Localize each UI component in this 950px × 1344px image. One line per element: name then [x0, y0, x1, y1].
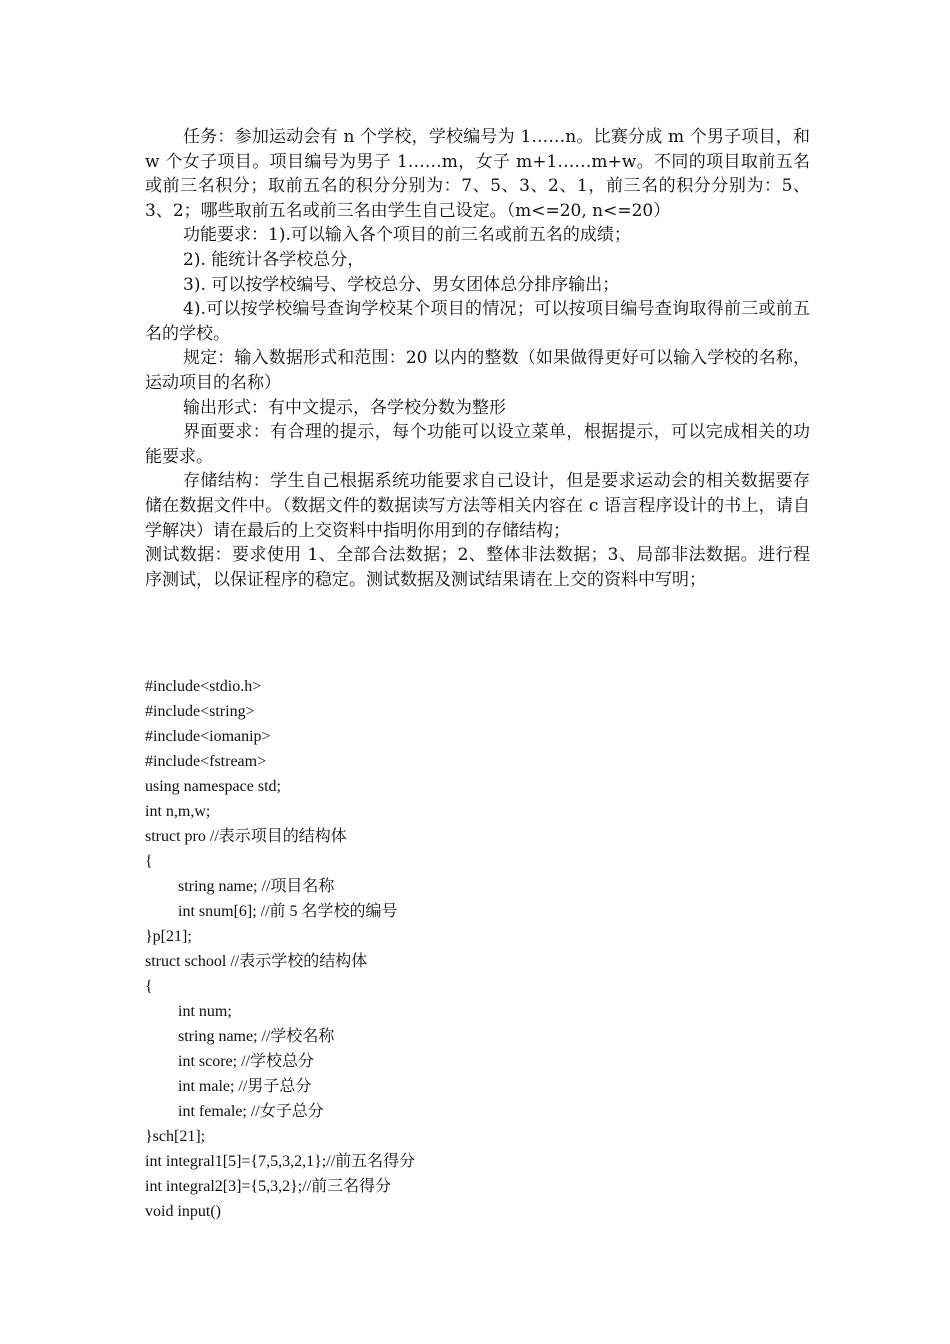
code-line: int female; //女子总分 [178, 1103, 324, 1120]
code-line: int snum[6]; //前 5 名学校的编号 [178, 903, 398, 920]
code-line: #include<stdio.h> [145, 678, 262, 695]
code-line: }sch[21]; [145, 1128, 206, 1145]
paragraph: 功能要求：1).可以输入各个项目的前三名或前五名的成绩； [183, 225, 631, 246]
code-line: int score; //学校总分 [178, 1053, 314, 1070]
paragraph: 3). 可以按学校编号、学校总分、男女团体总分排序输出； [183, 274, 620, 295]
paragraph: 测试数据：要求使用 1、全部合法数据；2、整体非法数据；3、局部非法数据。进行程序测试，以保证程序的稳定。测试数据及测试结果请在上交的资料中写明； [145, 545, 810, 590]
code-line: int n,m,w; [145, 803, 211, 820]
code-line: int integral1[5]={7,5,3,2,1};//前五名得分 [145, 1153, 416, 1170]
code-line: struct school //表示学校的结构体 [145, 953, 368, 970]
code-line: string name; //学校名称 [178, 1028, 335, 1045]
code-line: int male; //男子总分 [178, 1078, 312, 1095]
paragraph: 2). 能统计各学校总分， [183, 249, 365, 270]
paragraph: 规定：输入数据形式和范围：20 以内的整数（如果做得更好可以输入学校的名称，运动项目的名称） [145, 348, 810, 393]
code-line: using namespace std; [145, 778, 281, 795]
code-line: int num; [178, 1003, 232, 1020]
paragraph: 存储结构：学生自己根据系统功能要求自己设计，但是要求运动会的相关数据要存储在数据文件中。（数据文件的数据读写方法等相关内容在 c 语言程序设计的书上，请自学解决）请在最后的上交资料中指明你用到的存储结构； [145, 471, 810, 541]
code-listing [145, 674, 810, 1224]
code-line: #include<iomanip> [145, 728, 271, 745]
paragraph: 4).可以按学校编号查询学校某个项目的情况；可以按项目编号查询取得前三或前五名的学校。 [145, 299, 810, 344]
paragraph: 任务：参加运动会有 n 个学校，学校编号为 1……n。比赛分成 m 个男子项目，和 w 个女子项目。项目编号为男子 1……m，女子 m+1……m+w。不同的项目取前五名或前三名积分；取前五名的积分分别为：7、5、3、2、1，前三名的积分分别为：5、3、2；哪些取前五名或前三名由学生自己设定。（m<=20, n<=20） [145, 127, 810, 221]
task-description [145, 125, 810, 592]
code-line: void input() [145, 1203, 221, 1220]
paragraph: 界面要求：有合理的提示，每个功能可以设立菜单，根据提示，可以完成相关的功能要求。 [145, 422, 810, 467]
code-line: struct pro //表示项目的结构体 [145, 828, 347, 845]
paragraph: 输出形式：有中文提示，各学校分数为整形 [183, 397, 506, 418]
code-line: string name; //项目名称 [178, 878, 335, 895]
code-line: #include<fstream> [145, 753, 267, 770]
code-line: { [145, 853, 153, 870]
code-line: { [145, 978, 153, 995]
code-line: #include<string> [145, 703, 255, 720]
code-line: }p[21]; [145, 928, 192, 945]
code-line: int integral2[3]={5,3,2};//前三名得分 [145, 1178, 392, 1195]
